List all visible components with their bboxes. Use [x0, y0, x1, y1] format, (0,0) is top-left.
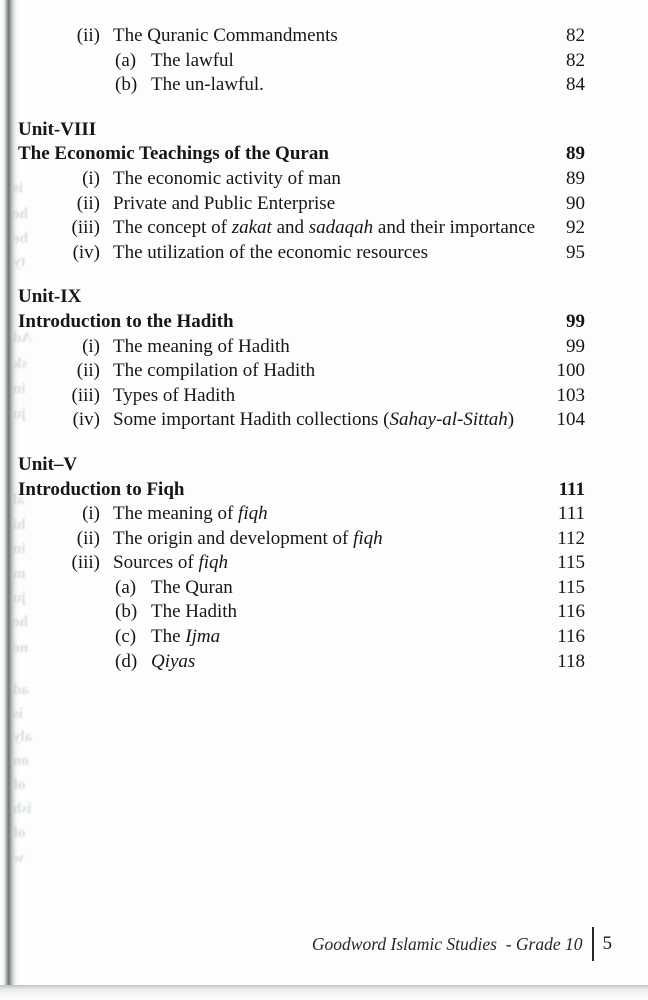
item-label: (b) — [115, 74, 138, 96]
item-text — [151, 650, 547, 675]
toc-item — [18, 408, 585, 433]
item-text-run: The un-lawful. — [151, 74, 264, 96]
unit-label: Unit–V — [18, 453, 78, 475]
unit-page-number: 111 — [558, 478, 585, 500]
item-label: (b) — [115, 601, 138, 623]
toc-item — [18, 600, 585, 625]
item-text-run: Types of Hadith — [113, 384, 236, 406]
bleed-fragment: hi — [13, 517, 26, 533]
bleed-fragment: ty — [13, 254, 26, 270]
item-label: (ii) — [76, 527, 100, 549]
table-of-contents — [18, 24, 585, 674]
unit-title: Introduction to the Hadith — [18, 310, 234, 332]
bleed-fragment: of — [13, 825, 26, 841]
toc-item — [18, 625, 585, 650]
italic-term: zakat — [231, 217, 272, 239]
item-text-run: The origin and development of — [113, 527, 354, 549]
unit-page-number: 99 — [566, 310, 585, 332]
italic-term: fiqh — [353, 527, 383, 549]
bleed-fragment: on — [13, 753, 29, 769]
unit-title: Introduction to Fiqh — [18, 478, 185, 500]
item-label: (iii) — [71, 217, 100, 239]
toc-item — [18, 73, 585, 98]
item-label: (i) — [82, 167, 100, 189]
toc-section — [18, 285, 585, 433]
italic-term: Ijma — [185, 626, 221, 648]
item-label: (i) — [82, 503, 100, 525]
bleed-fragment: w — [13, 850, 24, 866]
item-text-run: The — [151, 626, 186, 648]
item-page-number: 95 — [566, 241, 585, 263]
item-page-number: 116 — [557, 601, 585, 623]
item-text-run: The lawful — [151, 49, 234, 71]
item-text-run: The economic activity of man — [113, 167, 341, 189]
footer-book-title: Goodword Islamic Studies - Grade 10 — [311, 933, 583, 954]
toc-item — [18, 24, 585, 49]
footer-page-number: 5 — [602, 933, 612, 954]
item-label: (ii) — [76, 25, 100, 46]
item-label: (a) — [115, 576, 137, 598]
bleed-fragment: Ad — [13, 330, 33, 346]
item-text — [151, 576, 547, 601]
item-page-number: 99 — [566, 335, 585, 357]
item-page-number: 115 — [557, 576, 585, 598]
unit-label: Unit-IX — [18, 286, 82, 308]
item-page-number: 89 — [566, 167, 585, 189]
bleed-fragment: he — [13, 614, 28, 630]
page-footer — [312, 925, 612, 963]
item-label: (iv) — [72, 409, 100, 431]
item-text — [113, 192, 556, 217]
bleed-fragment: sk — [13, 356, 28, 372]
item-page-number: 112 — [557, 527, 585, 549]
unit-title-row — [18, 478, 585, 503]
item-text-run: The concept of — [113, 217, 232, 239]
item-text — [113, 384, 547, 409]
item-page-number: 90 — [566, 192, 585, 214]
item-label: (d) — [115, 650, 138, 672]
item-label: (a) — [115, 49, 137, 71]
bleed-fragment: al — [13, 492, 25, 508]
scan-edge-bottom — [0, 985, 648, 1000]
toc-item — [18, 650, 585, 675]
item-text-run: The meaning of — [113, 503, 239, 525]
unit-page-number: 89 — [566, 143, 585, 165]
item-label: (iv) — [72, 241, 100, 263]
toc-item — [18, 241, 585, 266]
bleed-fragment: ne — [13, 640, 28, 656]
toc-item — [18, 335, 585, 360]
italic-term: fiqh — [198, 552, 229, 574]
item-page-number: 118 — [557, 650, 585, 672]
toc-section — [18, 453, 585, 674]
item-page-number: 115 — [557, 552, 585, 574]
toc-section — [18, 118, 585, 266]
toc-item — [18, 576, 585, 601]
item-text — [113, 24, 556, 49]
item-page-number: 103 — [556, 384, 585, 406]
bleed-fragment: in — [13, 381, 26, 397]
toc-item — [18, 527, 585, 552]
item-page-number: 82 — [566, 25, 585, 46]
item-text-run: The compilation of Hadith — [113, 360, 316, 382]
item-text — [113, 335, 556, 360]
bleed-fragment: ish — [13, 801, 32, 817]
item-text — [151, 625, 547, 650]
toc-item — [18, 551, 585, 576]
italic-term: Sahay-al-Sittah — [389, 409, 508, 431]
item-text — [113, 551, 547, 576]
footer-divider-line — [592, 927, 594, 961]
bleed-fragment: ad — [13, 682, 29, 698]
item-text — [151, 49, 556, 74]
italic-term: sadaqah — [308, 217, 374, 239]
bleed-fragment: ju — [13, 590, 27, 606]
bleed-fragment: in — [13, 541, 26, 557]
item-text-run: Private and Public Enterprise — [113, 192, 336, 214]
item-text — [151, 600, 547, 625]
item-text — [113, 167, 556, 192]
toc-item — [18, 192, 585, 217]
item-text-run: ) — [507, 409, 515, 431]
item-page-number: 92 — [566, 217, 585, 239]
italic-term: fiqh — [238, 503, 268, 525]
item-text-run: The Hadith — [151, 601, 238, 623]
toc-item — [18, 359, 585, 384]
item-page-number: 116 — [557, 626, 585, 648]
bleed-fragment: of — [13, 777, 26, 793]
item-page-number: 104 — [556, 409, 585, 431]
item-text — [113, 408, 547, 433]
item-text-run: The Quranic Commandments — [113, 25, 338, 46]
item-page-number: 100 — [556, 360, 585, 382]
bleed-fragment: is — [13, 706, 24, 722]
bleed-fragment: he — [13, 206, 28, 222]
bleed-fragment: m — [13, 566, 26, 582]
item-page-number: 82 — [566, 49, 585, 71]
item-text — [151, 73, 556, 98]
item-label: (ii) — [76, 360, 100, 382]
bleed-fragment: aly — [13, 729, 33, 745]
item-label: (iii) — [71, 384, 100, 406]
italic-term: Qiyas — [151, 650, 196, 672]
item-text — [113, 216, 556, 241]
item-label: (c) — [115, 626, 137, 648]
toc-item — [18, 502, 585, 527]
item-text — [113, 241, 556, 266]
item-text-run: The meaning of Hadith — [113, 335, 290, 357]
toc-item — [18, 216, 585, 241]
item-text — [113, 359, 547, 384]
unit-title: The Economic Teachings of the Quran — [18, 143, 329, 165]
item-label: (i) — [82, 335, 100, 357]
toc-item — [18, 167, 585, 192]
toc-section — [18, 24, 585, 98]
item-text-run: The Quran — [151, 576, 233, 598]
bleed-fragment: be — [13, 231, 28, 247]
item-text-run: Some important Hadith collections ( — [113, 409, 390, 431]
item-text-run: The utilization of the economic resources — [113, 241, 428, 263]
item-page-number: 84 — [566, 74, 585, 96]
bleed-fragment: ju — [13, 406, 27, 422]
item-text-run: and — [271, 217, 309, 239]
item-text-run: Sources of — [113, 552, 199, 574]
item-text — [113, 527, 547, 552]
unit-title-row — [18, 142, 585, 167]
item-label: (iii) — [71, 552, 100, 574]
unit-label: Unit-VIII — [18, 118, 97, 140]
item-text-run: and their importance — [373, 217, 536, 239]
item-page-number: 111 — [557, 503, 585, 525]
item-text — [113, 502, 548, 527]
item-label: (ii) — [76, 192, 100, 214]
bleed-fragment: is — [13, 180, 24, 196]
toc-item — [18, 49, 585, 74]
toc-item — [18, 384, 585, 409]
unit-title-row — [18, 310, 585, 335]
